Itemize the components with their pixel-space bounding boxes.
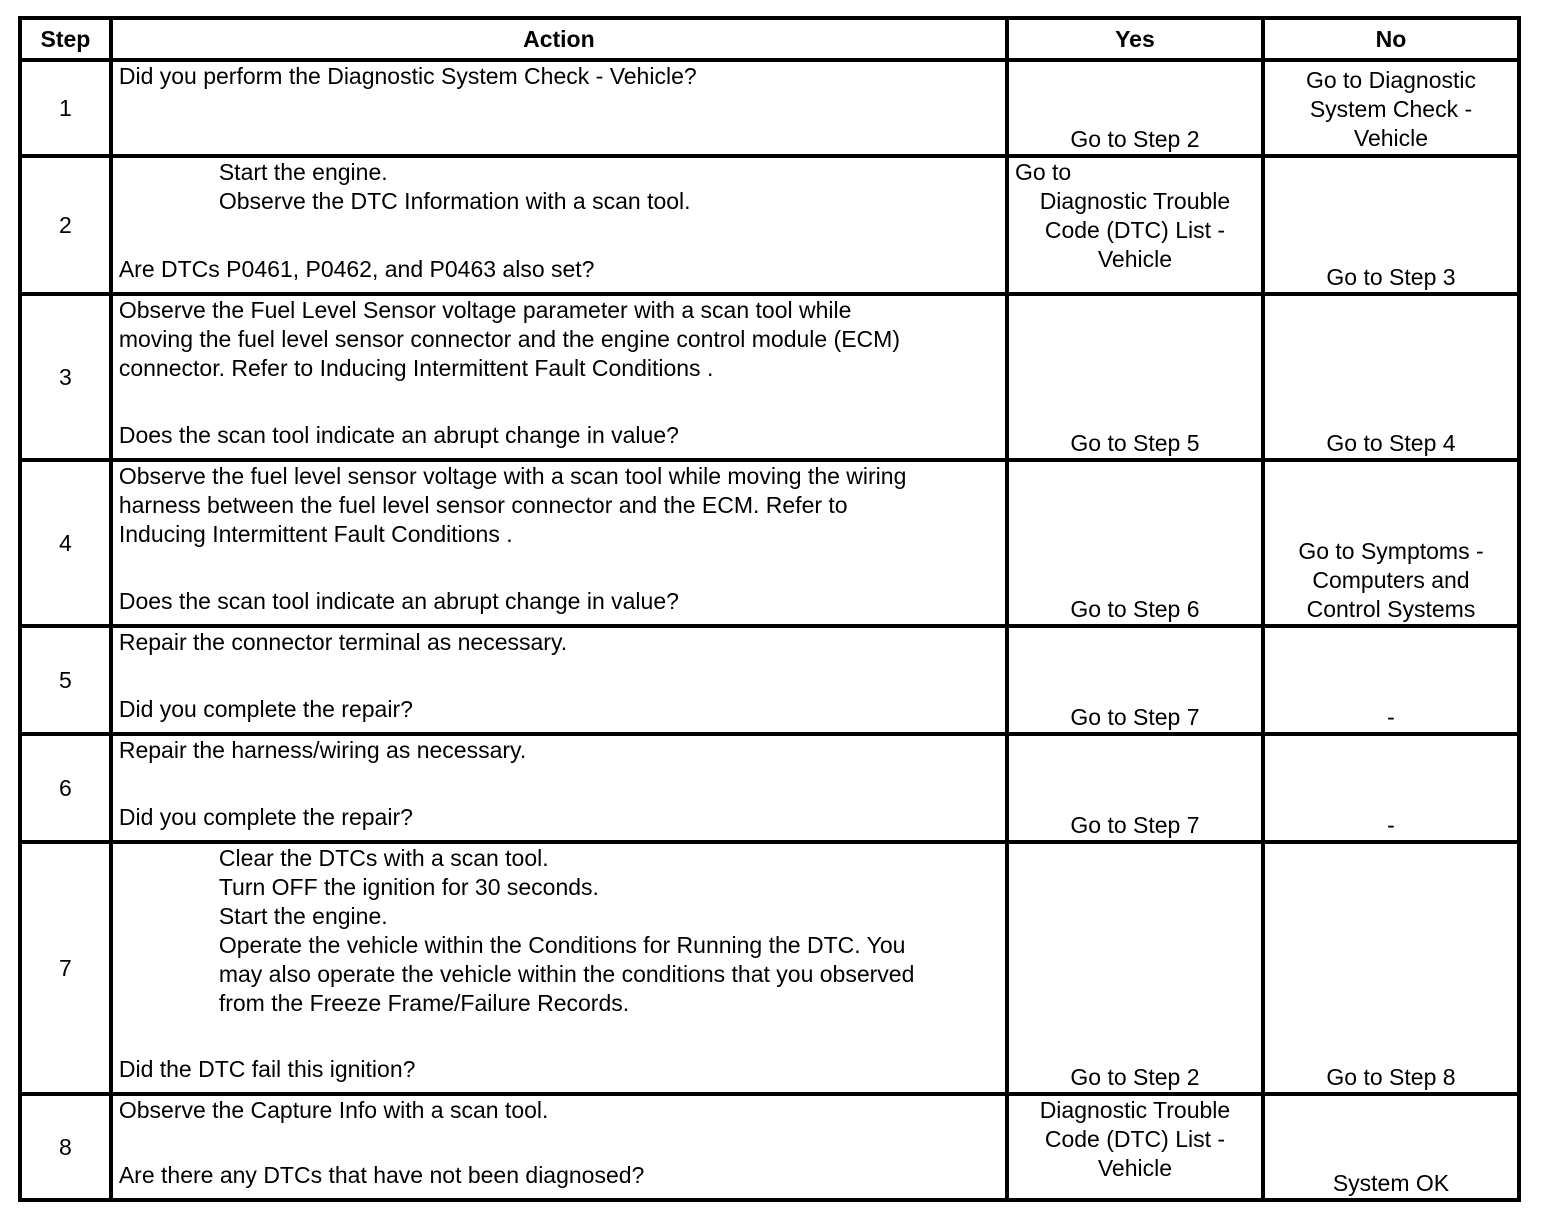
table-row [20, 626, 1519, 734]
no-text: Go to Step 3 [1326, 264, 1456, 290]
yes-result [1007, 626, 1263, 734]
action-question: Does the scan tool indicate an abrupt change in value? [118, 588, 679, 614]
action-bullet: Operate the vehicle within the Conditions for Running the DTC. You [218, 932, 906, 958]
no-result [1263, 294, 1519, 460]
no-text: System OK [1332, 1170, 1450, 1196]
yes-text: Code (DTC) List - [1044, 1126, 1226, 1152]
header-no: No [1263, 18, 1519, 60]
step-number: 7 [20, 842, 111, 1094]
action-text: Repair the connector terminal as necessary. [118, 629, 568, 655]
yes-text: Go to Step 2 [1070, 126, 1200, 152]
yes-text: Diagnostic Trouble [1039, 188, 1231, 214]
no-result [1263, 60, 1519, 156]
action-instructions [119, 736, 999, 765]
action-question: Did the DTC fail this ignition? [118, 1056, 416, 1082]
yes-text: Vehicle [1097, 1155, 1173, 1181]
yes-text: Go to Step 6 [1070, 596, 1200, 622]
no-text: System Check - [1309, 96, 1473, 122]
step-number: 5 [20, 626, 111, 734]
action-cell [111, 460, 1007, 626]
yes-text: Go to Step 7 [1070, 812, 1200, 838]
no-result [1263, 626, 1519, 734]
no-result [1263, 842, 1519, 1094]
step-number: 2 [20, 156, 111, 294]
no-text: Computers and [1312, 567, 1470, 593]
diagnostic-steps-table [18, 16, 1521, 1202]
action-instructions [119, 628, 999, 657]
action-cell [111, 626, 1007, 734]
action-question: Does the scan tool indicate an abrupt change in value? [118, 422, 679, 448]
yes-text: Diagnostic Trouble [1039, 1097, 1231, 1123]
no-result [1263, 156, 1519, 294]
yes-result [1007, 842, 1263, 1094]
action-text: Did you perform the Diagnostic System Check - Vehicle? [118, 63, 697, 89]
action-question: Did you complete the repair? [118, 804, 413, 830]
action-instructions [119, 1096, 999, 1125]
yes-text: Go to [1014, 159, 1072, 185]
yes-result [1007, 294, 1263, 460]
action-content [119, 296, 999, 450]
action-bullet: may also operate the vehicle within the conditions that you observed [218, 961, 915, 987]
no-text: Go to Diagnostic [1305, 67, 1476, 93]
action-bullet: Clear the DTCs with a scan tool. [218, 845, 549, 871]
action-bullet: Observe the DTC Information with a scan tool. [218, 188, 691, 214]
action-question: Are there any DTCs that have not been diagnosed? [118, 1162, 645, 1188]
yes-result [1007, 460, 1263, 626]
action-instructions [119, 158, 999, 216]
action-text: Repair the harness/wiring as necessary. [118, 737, 527, 763]
action-cell [111, 842, 1007, 1094]
action-bullet: Start the engine. [218, 903, 388, 929]
action-bullets [119, 844, 999, 1018]
action-content [119, 628, 999, 724]
action-content [119, 844, 999, 1084]
no-text: Go to Step 4 [1326, 430, 1456, 456]
action-content [119, 736, 999, 832]
action-cell [111, 294, 1007, 460]
action-text: Observe the Capture Info with a scan tool. [118, 1097, 549, 1123]
action-cell [111, 1094, 1007, 1200]
action-instructions [119, 296, 999, 383]
step-number: 3 [20, 294, 111, 460]
step-number: 8 [20, 1094, 111, 1200]
header-yes: Yes [1007, 18, 1263, 60]
action-text: moving the fuel level sensor connector and the engine control module (ECM) [118, 326, 900, 352]
table-row [20, 460, 1519, 626]
table-row [20, 294, 1519, 460]
action-content [119, 62, 999, 146]
yes-text: Vehicle [1097, 246, 1173, 272]
action-text: Observe the fuel level sensor voltage with a scan tool while moving the wiring [118, 463, 907, 489]
action-cell [111, 734, 1007, 842]
yes-text: Code (DTC) List - [1044, 217, 1226, 243]
action-text: Inducing Intermittent Fault Conditions . [118, 521, 513, 547]
no-result [1263, 1094, 1519, 1200]
action-text: connector. Refer to Inducing Intermittent Fault Conditions . [118, 355, 714, 381]
yes-text: Go to Step 7 [1070, 704, 1200, 730]
action-bullet: Turn OFF the ignition for 30 seconds. [218, 874, 599, 900]
action-bullets [119, 158, 999, 216]
yes-result [1007, 60, 1263, 156]
action-text: harness between the fuel level sensor connector and the ECM. Refer to [118, 492, 848, 518]
step-number: 1 [20, 60, 111, 156]
action-question: Did you complete the repair? [118, 696, 413, 722]
step-number: 4 [20, 460, 111, 626]
action-cell [111, 156, 1007, 294]
action-instructions [119, 62, 999, 91]
no-text: - [1387, 812, 1395, 838]
no-text: Go to Symptoms - [1298, 538, 1484, 564]
header-row [20, 18, 1519, 60]
no-text: - [1387, 704, 1395, 730]
action-bullet: Start the engine. [218, 159, 388, 185]
table-row [20, 1094, 1519, 1200]
no-result [1263, 734, 1519, 842]
action-instructions [119, 462, 999, 549]
no-text: Go to Step 8 [1326, 1064, 1456, 1090]
action-question: Are DTCs P0461, P0462, and P0463 also set? [118, 256, 595, 282]
yes-text: Go to Step 5 [1070, 430, 1200, 456]
action-cell [111, 60, 1007, 156]
action-instructions [119, 844, 999, 1018]
yes-result [1007, 734, 1263, 842]
action-content [119, 1096, 999, 1190]
step-number: 6 [20, 734, 111, 842]
action-content [119, 158, 999, 284]
no-text: Control Systems [1306, 596, 1476, 622]
yes-result [1007, 1094, 1263, 1200]
table-row [20, 734, 1519, 842]
action-content [119, 462, 999, 616]
table-row [20, 60, 1519, 156]
no-text: Vehicle [1353, 125, 1429, 151]
action-bullet: from the Freeze Frame/Failure Records. [218, 990, 630, 1016]
table-row [20, 156, 1519, 294]
table-row [20, 842, 1519, 1094]
action-text: Observe the Fuel Level Sensor voltage parameter with a scan tool while [118, 297, 852, 323]
header-step: Step [20, 18, 111, 60]
no-result [1263, 460, 1519, 626]
yes-result [1007, 156, 1263, 294]
header-action: Action [111, 18, 1007, 60]
yes-text: Go to Step 2 [1070, 1064, 1200, 1090]
